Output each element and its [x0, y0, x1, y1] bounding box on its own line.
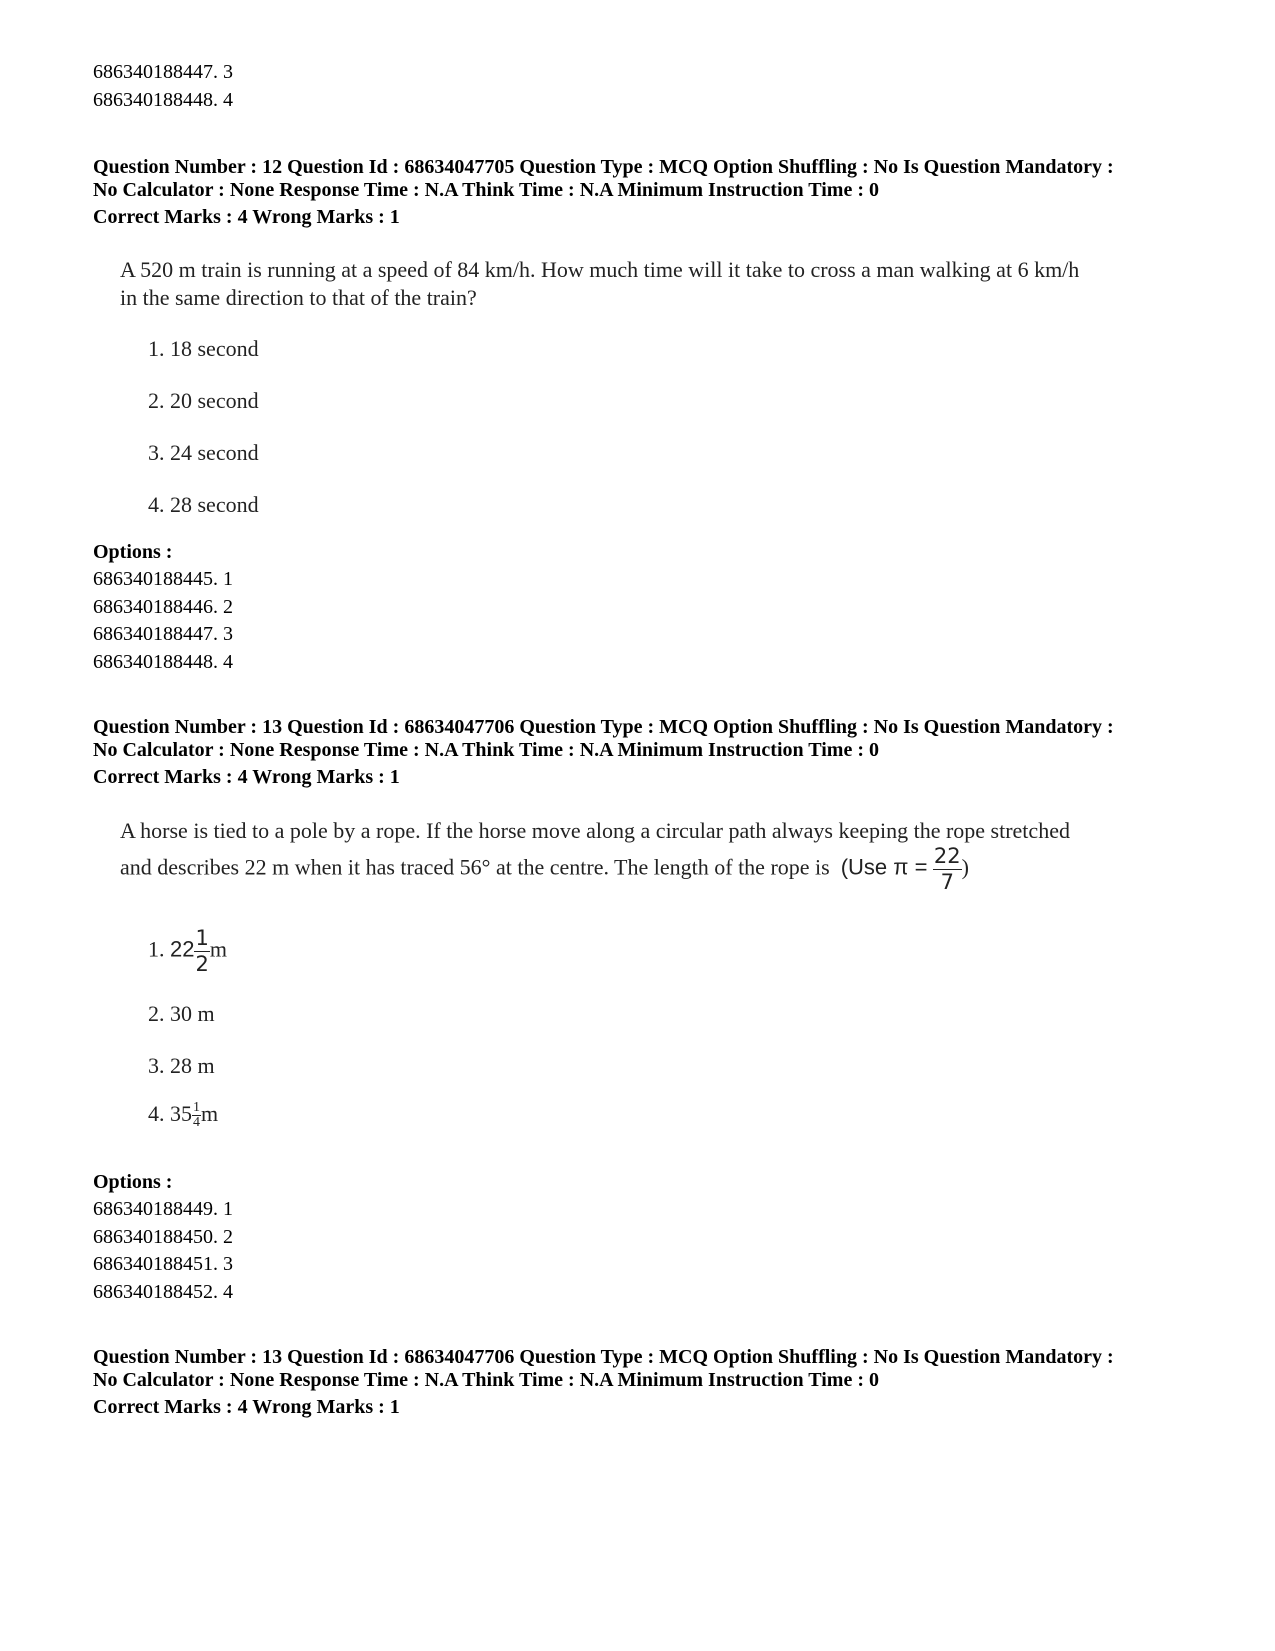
answer-choice: 4. 28 second — [148, 492, 259, 517]
options-label: Options : — [93, 541, 173, 563]
question-marks: Correct Marks : 4 Wrong Marks : 1 — [93, 206, 400, 228]
fraction-numerator: 1 — [193, 1100, 200, 1116]
answer-choice: 2. 20 second — [148, 388, 259, 413]
question-header: No Calculator : None Response Time : N.A Think Time : N.A Minimum Instruction Time : 0 — [93, 179, 879, 201]
option-id-line: 686340188447. 3 — [93, 623, 233, 645]
option-id-line: 686340188445. 1 — [93, 568, 233, 590]
unit: m — [209, 936, 227, 962]
mixed-fraction — [194, 928, 209, 975]
question-marks: Correct Marks : 4 Wrong Marks : 1 — [93, 1396, 400, 1418]
option-id-line: 686340188448. 4 — [93, 89, 233, 111]
question-text: in the same direction to that of the train? — [120, 285, 477, 310]
answer-choice: 1. 18 second — [148, 336, 259, 361]
choice-number: 4. — [148, 1101, 165, 1126]
option-id-line: 686340188452. 4 — [93, 1281, 233, 1303]
option-id-line: 686340188446. 2 — [93, 596, 233, 618]
pi-fraction — [933, 846, 962, 893]
mixed-whole: 35 — [170, 1101, 192, 1126]
question-header: Question Number : 12 Question Id : 68634047705 Question Type : MCQ Option Shuffling : No Is Question Mandatory : — [93, 156, 1114, 178]
question-text: A 520 m train is running at a speed of 84 km/h. How much time will it take to cross a man walking at 6 km/h — [120, 257, 1080, 282]
option-id-line: 686340188450. 2 — [93, 1226, 233, 1248]
pi-denominator: 7 — [940, 870, 954, 894]
fraction-numerator: 1 — [195, 926, 209, 950]
question-header: No Calculator : None Response Time : N.A Think Time : N.A Minimum Instruction Time : 0 — [93, 1369, 879, 1391]
option-id-line: 686340188449. 1 — [93, 1198, 233, 1220]
question-header: Question Number : 13 Question Id : 68634047706 Question Type : MCQ Option Shuffling : No Is Question Mandatory : — [93, 1346, 1114, 1368]
option-id-line: 686340188447. 3 — [93, 61, 233, 83]
pi-numerator: 22 — [933, 844, 961, 868]
options-label: Options : — [93, 1171, 173, 1193]
pi-suffix: ) — [961, 854, 969, 880]
mixed-whole: 22 — [170, 936, 195, 962]
answer-choice: 2. 30 m — [148, 1001, 215, 1026]
question-marks: Correct Marks : 4 Wrong Marks : 1 — [93, 766, 400, 788]
answer-choice: 3. 24 second — [148, 440, 259, 465]
fraction-denominator: 2 — [195, 952, 209, 976]
answer-choice — [148, 1100, 218, 1130]
answer-choice: 3. 28 m — [148, 1053, 215, 1078]
option-id-line: 686340188451. 3 — [93, 1253, 233, 1275]
question-text-with-formula — [120, 846, 969, 893]
question-header: Question Number : 13 Question Id : 68634047706 Question Type : MCQ Option Shuffling : No Is Question Mandatory : — [93, 716, 1114, 738]
question-text: A horse is tied to a pole by a rope. If the horse move along a circular path always keeping the rope stretched — [120, 818, 1070, 843]
mixed-fraction — [192, 1101, 201, 1130]
question-text: and describes 22 m when it has traced 56° at the centre. The length of the rope is — [120, 854, 830, 880]
pi-prefix: (Use π = — [840, 854, 928, 880]
answer-choice — [148, 928, 227, 975]
question-header: No Calculator : None Response Time : N.A Think Time : N.A Minimum Instruction Time : 0 — [93, 739, 879, 761]
unit: m — [201, 1101, 219, 1126]
fraction-denominator: 4 — [193, 1115, 200, 1131]
option-id-line: 686340188448. 4 — [93, 651, 233, 673]
choice-number: 1. — [148, 936, 165, 962]
